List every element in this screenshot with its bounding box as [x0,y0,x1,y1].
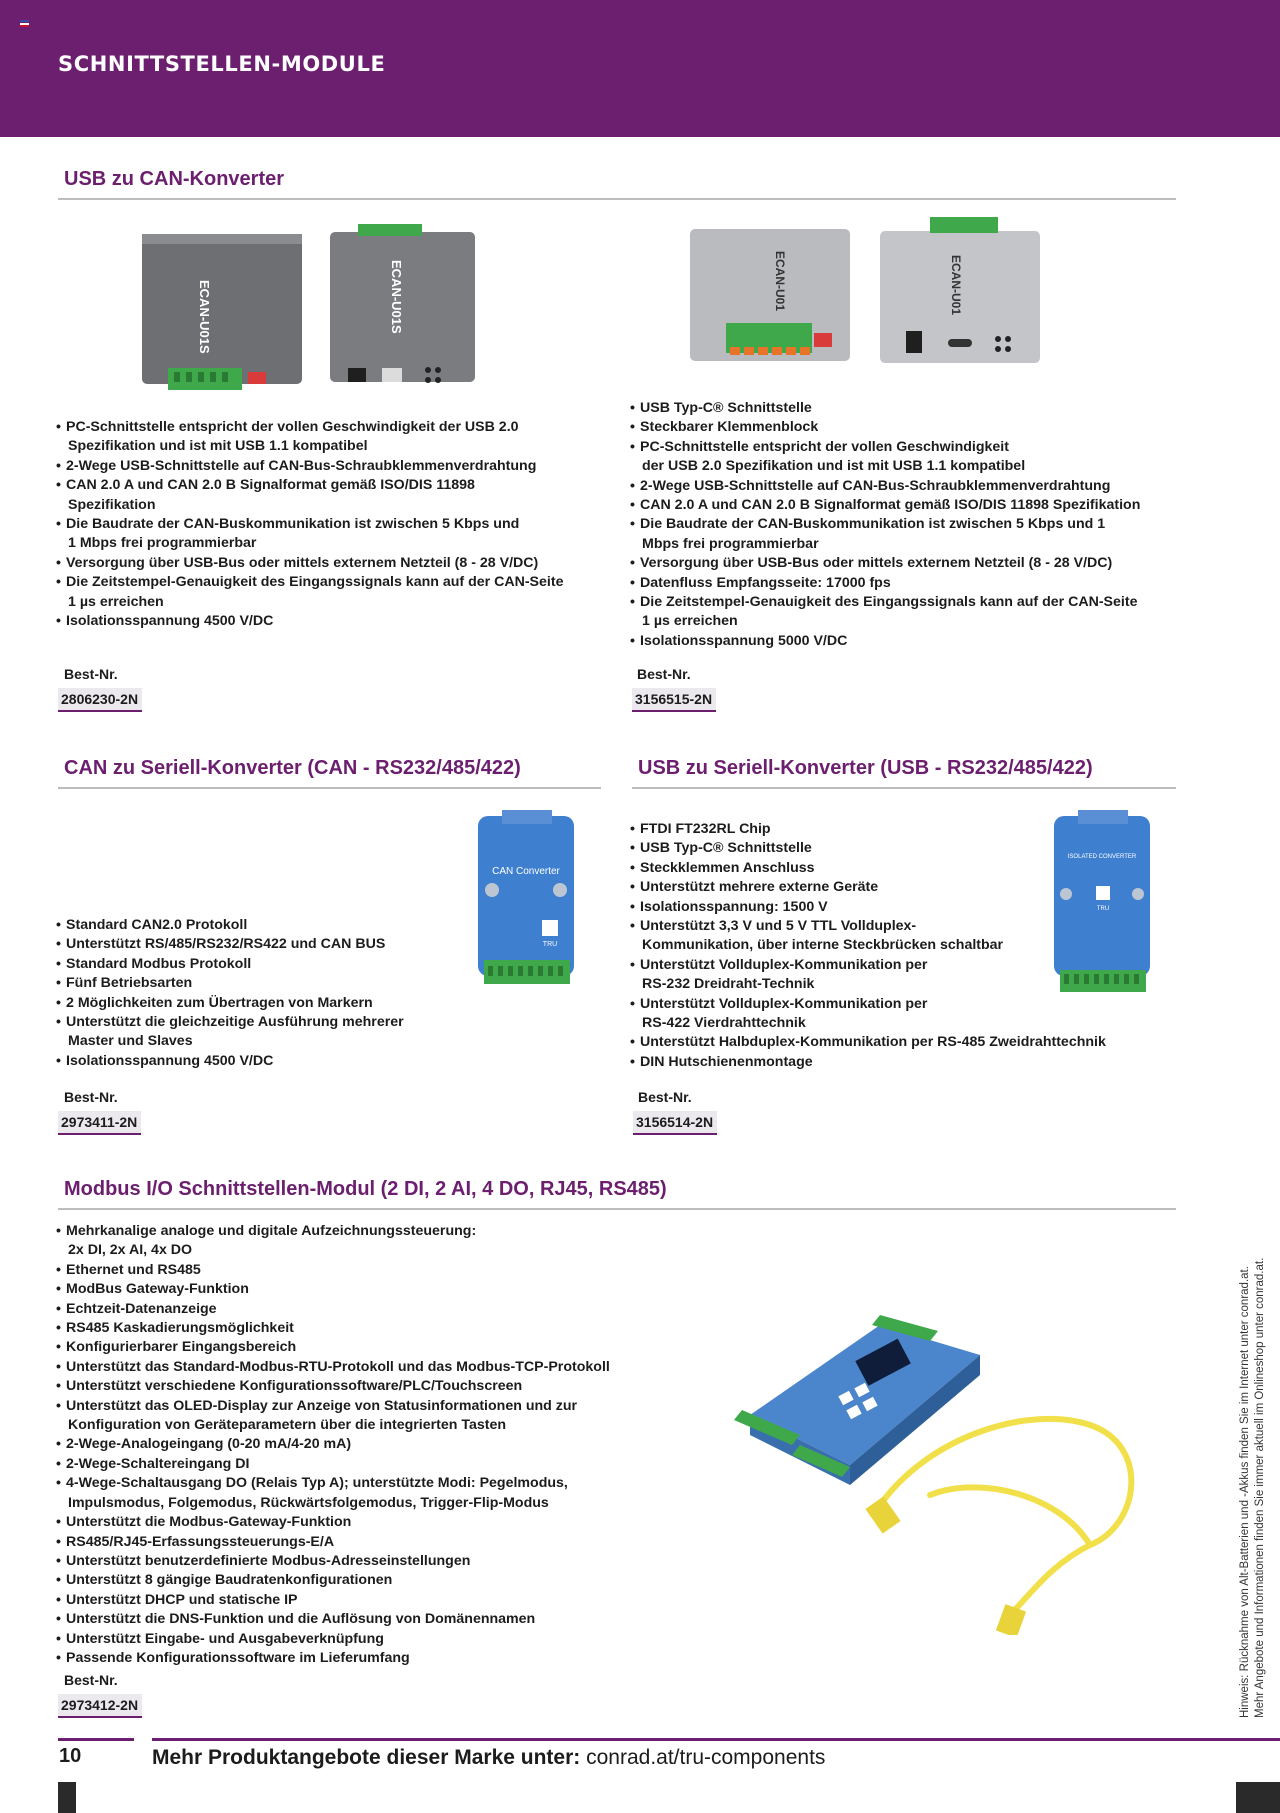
product-image-modbus-module [730,1295,1170,1635]
feature-item: • Ethernet und RS485 [56,1261,610,1280]
device-label-2: ECAN-U01S [389,260,404,334]
best-nr-value[interactable]: 2973411-2N [58,1111,141,1135]
device-label-usb-serial: ISOLATED CONVERTER [1067,854,1137,860]
feature-item: • Unterstützt Eingabe- und Ausgabeverknüpfung [56,1630,610,1649]
feature-item: • Isolationsspannung 5000 V/DC [630,632,1140,651]
feature-item: • Fünf Betriebsarten [56,974,404,993]
corner-block [58,1782,76,1813]
feature-list-usb-can-left [56,418,563,631]
device-brand: TRU [1096,906,1110,912]
feature-item: • Die Zeitstempel-Genauigkeit des Eingangssignals kann auf der CAN-Seite [630,593,1140,612]
best-nr-value[interactable]: 2973412-2N [58,1694,142,1718]
feature-item: • Versorgung über USB-Bus oder mittels externem Netzteil (8 - 28 V/DC) [56,554,563,573]
feature-item-continuation: Impulsmodus, Folgemodus, Rückwärtsfolgemodus, Trigger-Flip-Modus [68,1494,549,1511]
section-title-modbus: Modbus I/O Schnittstellen-Modul (2 DI, 2 AI, 4 DO, RJ45, RS485) [64,1178,667,1200]
section-rule [632,787,1176,789]
side-note-line-2: Mehr Angebote und Informationen finden Sie immer aktuell im Onlineshop unter conrad.at. [1254,1257,1266,1718]
feature-item: • 2-Wege USB-Schnittstelle auf CAN-Bus-Schraubklemmenverdrahtung [56,457,563,476]
page-header [0,0,1280,137]
feature-item: • 2 Möglichkeiten zum Übertragen von Markern [56,994,404,1013]
feature-item: • 2-Wege USB-Schnittstelle auf CAN-Bus-Schraubklemmenverdrahtung [630,477,1140,496]
feature-item: • Isolationsspannung: 1500 V [630,898,1106,917]
feature-item: • USB Typ-C® Schnittstelle [630,399,1140,418]
feature-item-continuation: Konfiguration von Geräteparametern über die integrierten Tasten [68,1417,507,1434]
best-nr-value[interactable]: 3156514-2N [633,1111,717,1135]
section-title-usb-serial: USB zu Seriell-Konverter (USB - RS232/485/422) [638,757,1093,779]
device-brand: TRU [542,941,558,948]
feature-item: • Steckbarer Klemmenblock [630,418,1140,437]
feature-item: • Steckklemmen Anschluss [630,859,1106,878]
footer-link[interactable]: conrad.at/tru-components [586,1746,826,1769]
feature-item: • Standard CAN2.0 Protokoll [56,916,404,935]
feature-item: • Versorgung über USB-Bus oder mittels externem Netzteil (8 - 28 V/DC) [630,554,1140,573]
feature-item: • Mehrkanalige analoge und digitale Aufzeichnungssteuerung: [56,1222,610,1241]
feature-item-continuation: der USB 2.0 Spezifikation und ist mit USB 1.1 kompatibel [642,458,1026,475]
feature-list-usb-can-right [630,399,1140,651]
feature-item-continuation: Spezifikation [68,496,156,513]
rj45-plug [996,1604,1026,1635]
best-nr-label: Best-Nr. [638,1089,692,1105]
footer-rule [152,1738,1280,1741]
feature-item: • Unterstützt benutzerdefinierte Modbus-Adresseinstellungen [56,1552,610,1571]
feature-item: • Datenfluss Empfangsseite: 17000 fps [630,574,1140,593]
footer-rule [58,1738,134,1741]
feature-item-continuation: Spezifikation und ist mit USB 1.1 kompatibel [68,438,368,455]
modbus-module-body [734,1315,980,1485]
feature-item: • CAN 2.0 A und CAN 2.0 B Signalformat gemäß ISO/DIS 11898 Spezifikation [630,496,1140,515]
feature-item: • Echtzeit-Datenanzeige [56,1300,610,1319]
feature-item-continuation: Mbps frei programmierbar [642,535,819,552]
side-note [1238,1218,1268,1718]
feature-item-continuation: 1 µs erreichen [68,593,164,610]
product-image-ecan-u01 [680,215,1060,380]
feature-item: • Die Baudrate der CAN-Buskommunikation ist zwischen 5 Kbps und 1 [630,515,1140,534]
feature-item: • Unterstützt 3,3 V und 5 V TTL Vollduplex- [630,917,1106,936]
section-title-usb-can: USB zu CAN-Konverter [64,168,285,190]
feature-item-continuation: RS-422 Vierdrahttechnik [642,1015,806,1032]
feature-item: • PC-Schnittstelle entspricht der vollen Geschwindigkeit der USB 2.0 [56,418,563,437]
product-image-ecan-u01s [130,220,490,410]
feature-item: • Unterstützt das OLED-Display zur Anzeige von Statusinformationen und zur [56,1397,610,1416]
feature-item: • DIN Hutschienenmontage [630,1053,1106,1072]
footer-text-bold: Mehr Produktangebote dieser Marke unter: [152,1746,581,1769]
corner-block [1236,1782,1280,1813]
feature-item: • PC-Schnittstelle entspricht der vollen Geschwindigkeit [630,438,1140,457]
feature-item: • FTDI FT232RL Chip [630,820,1106,839]
device-label-can: CAN Converter [492,866,560,877]
feature-item: • Unterstützt die Modbus-Gateway-Funktion [56,1513,610,1532]
feature-item-continuation: RS-232 Dreidraht-Technik [642,976,815,993]
feature-item: • CAN 2.0 A und CAN 2.0 B Signalformat gemäß ISO/DIS 11898 [56,476,563,495]
feature-item: • RS485 Kaskadierungsmöglichkeit [56,1319,610,1338]
best-nr-label: Best-Nr. [64,1089,118,1105]
feature-item: • Unterstützt 8 gängige Baudratenkonfigurationen [56,1571,610,1590]
flag-icon [20,20,29,27]
best-nr-value[interactable]: 3156515-2N [632,688,716,712]
feature-list-modbus [56,1222,610,1668]
device-ecan-u01-back [880,217,1040,363]
device-ecan-u01-front [690,229,850,361]
feature-item: • RS485/RJ45-Erfassungssteuerungs-E/A [56,1533,610,1552]
header-title: SCHNITTSTELLEN-MODULE [58,52,386,76]
section-title-can-serial: CAN zu Seriell-Konverter (CAN - RS232/485/422) [64,757,521,779]
feature-item: • ModBus Gateway-Funktion [56,1280,610,1299]
rj45-plug [865,1496,900,1533]
device-label-1: ECAN-U01S [197,280,212,354]
feature-item: • 2-Wege-Schaltereingang DI [56,1455,610,1474]
flag-stripe-3 [20,25,29,27]
feature-item: • Unterstützt Vollduplex-Kommunikation per [630,956,1106,975]
best-nr-value[interactable]: 2806230-2N [58,688,142,712]
feature-item: • Konfigurierbarer Eingangsbereich [56,1338,610,1357]
feature-item: • Passende Konfigurationssoftware im Lieferumfang [56,1649,610,1668]
feature-item-continuation: 2x DI, 2x AI, 4x DO [68,1242,193,1259]
ethernet-cable [880,1419,1131,1615]
section-rule [58,787,601,789]
device-label-4: ECAN-U01 [949,255,963,316]
device-ecan-u01s-back [330,224,475,383]
best-nr-label: Best-Nr. [637,666,691,682]
best-nr-label: Best-Nr. [64,666,118,682]
product-image-can-converter [472,810,582,1000]
feature-item: • Isolationsspannung 4500 V/DC [56,1052,404,1071]
feature-item: • Isolationsspannung 4500 V/DC [56,612,563,631]
feature-item: • Unterstützt das Standard-Modbus-RTU-Protokoll und das Modbus-TCP-Protokoll [56,1358,610,1377]
feature-item: • Unterstützt die DNS-Funktion und die Auflösung von Domänennamen [56,1610,610,1629]
feature-item-continuation: 1 µs erreichen [642,613,738,630]
feature-item: • Unterstützt RS/485/RS232/RS422 und CAN BUS [56,935,404,954]
feature-item-continuation: Kommunikation, über interne Steckbrücken schaltbar [642,937,1004,954]
section-rule [58,198,1176,200]
feature-item: • 2-Wege-Analogeingang (0-20 mA/4-20 mA) [56,1435,610,1454]
feature-list-can-serial [56,916,404,1071]
feature-item: • Unterstützt Vollduplex-Kommunikation per [630,995,1106,1014]
feature-item: • Unterstützt die gleichzeitige Ausführung mehrerer [56,1013,404,1032]
best-nr-label: Best-Nr. [64,1672,118,1688]
feature-list-usb-serial [630,820,1106,1072]
feature-item: • Unterstützt mehrere externe Geräte [630,878,1106,897]
device-label-3: ECAN-U01 [773,251,787,312]
device-ecan-u01s-front [142,234,302,390]
feature-item: • Standard Modbus Protokoll [56,955,404,974]
feature-item: • Unterstützt verschiedene Konfigurationssoftware/PLC/Touchscreen [56,1377,610,1396]
feature-item: • 4-Wege-Schaltausgang DO (Relais Typ A); unterstützte Modi: Pegelmodus, [56,1474,610,1493]
feature-item: • Unterstützt Halbduplex-Kommunikation per RS-485 Zweidrahttechnik [630,1033,1106,1052]
section-rule [58,1208,1176,1210]
page-number: 10 [59,1745,82,1767]
feature-item-continuation: Master und Slaves [68,1033,193,1050]
feature-item: • USB Typ-C® Schnittstelle [630,839,1106,858]
feature-item-continuation: 1 Mbps frei programmierbar [68,535,257,552]
footer-text [152,1746,825,1770]
side-note-line-1: Hinweis: Rücknahme von Alt-Batterien und -Akkus finden Sie im Internet unter conrad.at. [1239,1266,1251,1718]
feature-item: • Die Baudrate der CAN-Buskommunikation ist zwischen 5 Kbps und [56,515,563,534]
feature-item: • Die Zeitstempel-Genauigkeit des Eingangssignals kann auf der CAN-Seite [56,573,563,592]
feature-item: • Unterstützt DHCP und statische IP [56,1591,610,1610]
